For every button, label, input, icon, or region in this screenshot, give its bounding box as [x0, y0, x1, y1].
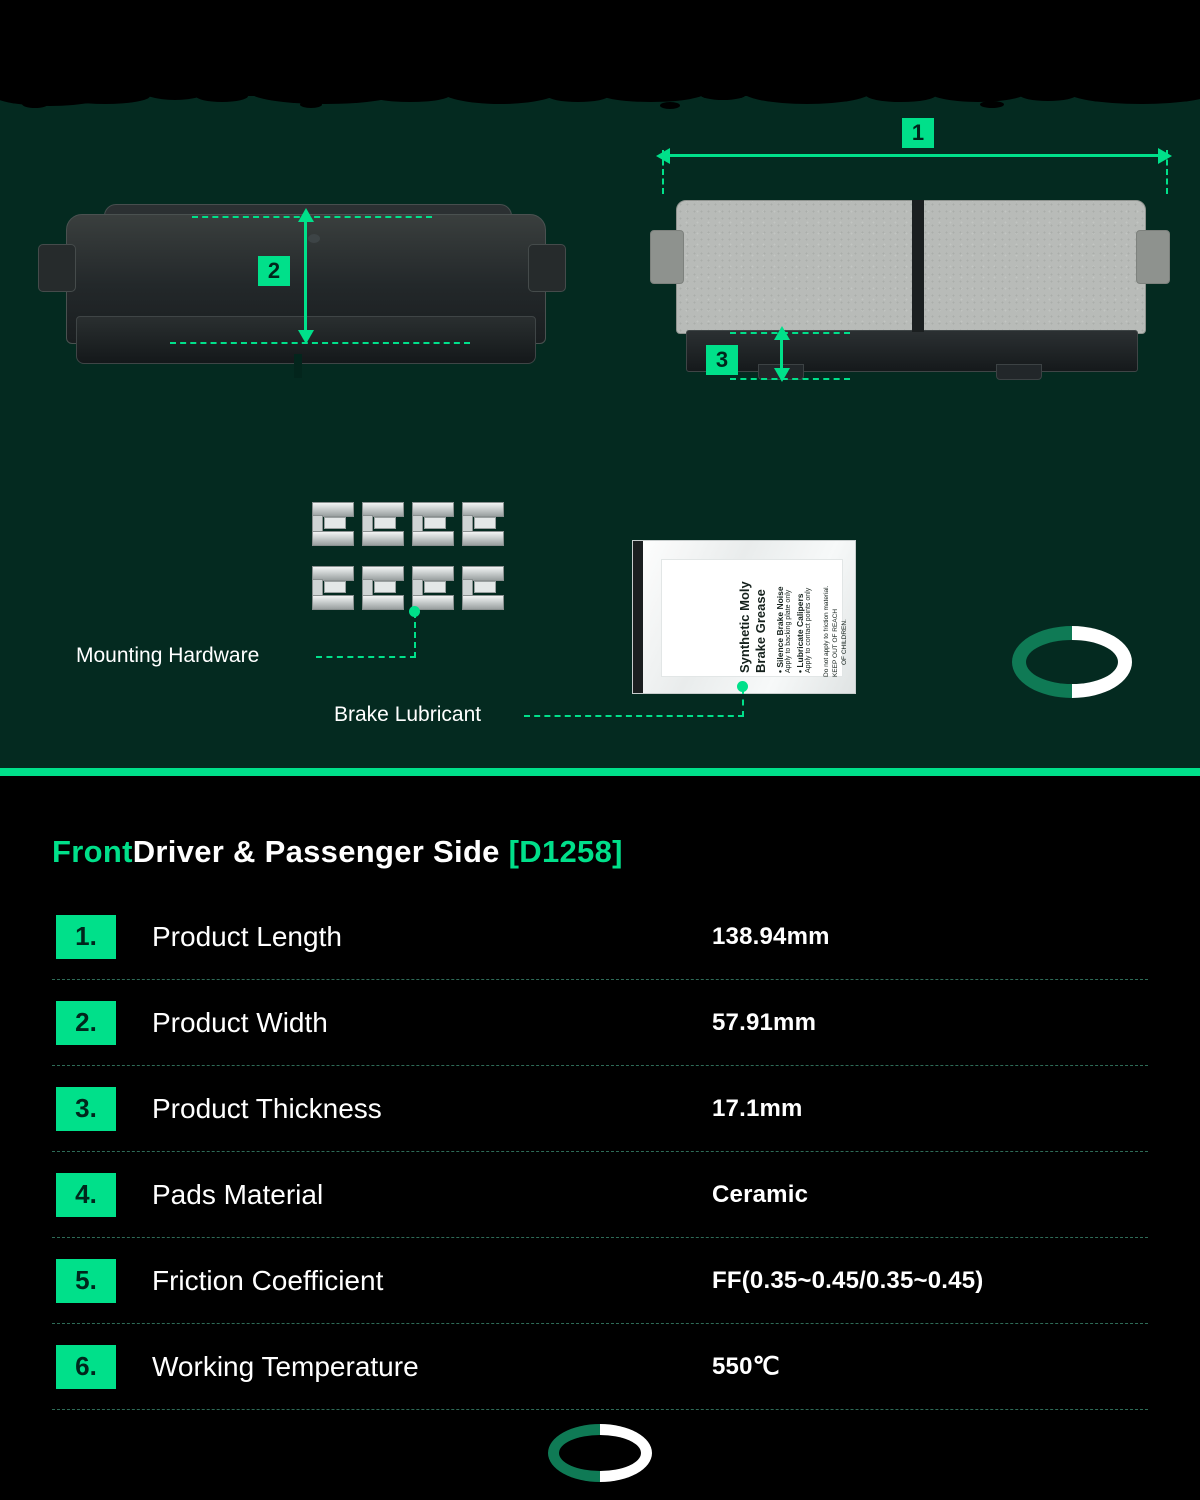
spec-row-number: 3. — [56, 1087, 116, 1131]
hardware-clip — [362, 566, 404, 610]
pad-rivet-hole — [308, 234, 320, 243]
hardware-clip — [362, 502, 404, 546]
spec-row-value: Ceramic — [712, 1180, 809, 1208]
logo-arc-white — [600, 1424, 652, 1482]
logo-arc-white — [1072, 626, 1132, 698]
callout-label-mounting-hardware: Mounting Hardware — [76, 644, 260, 667]
hardware-clip — [412, 502, 454, 546]
spec-row — [52, 1324, 1148, 1410]
friction-chamfer-left — [650, 230, 684, 284]
spec-title — [52, 834, 623, 870]
callout-anchor-dot — [409, 606, 420, 617]
spec-title-rest: Driver & Passenger Side — [132, 834, 509, 869]
brand-logo-footer — [548, 1424, 652, 1482]
spec-title-code: [D1258] — [508, 834, 623, 869]
spec-row-value: 57.91mm — [712, 1008, 817, 1036]
pad-ear-right — [528, 244, 566, 292]
spec-row — [52, 894, 1148, 980]
spec-row-label: Friction Coefficient — [152, 1264, 384, 1296]
brake-pad-back-view — [38, 196, 566, 386]
accent-divider — [0, 768, 1200, 776]
spec-row — [52, 1066, 1148, 1152]
ragged-edge-decoration — [0, 86, 1200, 120]
logo-arc-teal — [548, 1424, 600, 1482]
packet-label-panel — [661, 559, 843, 677]
packet-bullet-2-sub: Apply to contact points only — [805, 587, 812, 673]
backing-tab-right — [996, 364, 1042, 380]
packet-title-line2: Brake Grease — [753, 589, 768, 673]
spec-row-number: 1. — [56, 915, 116, 959]
pad-ear-left — [38, 244, 76, 292]
spec-table — [52, 894, 1148, 1410]
dim-badge-2: 2 — [258, 256, 290, 286]
spec-row-value: 138.94mm — [712, 922, 830, 950]
spec-row-label: Working Temperature — [152, 1350, 419, 1382]
hardware-clip — [462, 502, 504, 546]
hardware-clip — [312, 502, 354, 546]
packet-warning-1: Do not apply to friction material. — [823, 585, 830, 677]
specification-panel — [0, 776, 1200, 1500]
spec-row — [52, 1152, 1148, 1238]
spec-row-label: Product Width — [152, 1006, 328, 1038]
spec-row-label: Product Length — [152, 920, 342, 952]
spec-row-label: Product Thickness — [152, 1092, 382, 1124]
packet-title-line1: Synthetic Moly — [737, 581, 752, 673]
backing-plate — [686, 330, 1138, 372]
logo-arc-teal — [1012, 626, 1072, 698]
dim-badge-1: 1 — [902, 118, 934, 148]
pad-center-notch — [294, 354, 302, 378]
spec-row-value: 17.1mm — [712, 1094, 803, 1122]
spec-row-value: 550℃ — [712, 1353, 780, 1380]
packet-bullet-2: • Lubricate Calipers — [795, 593, 805, 673]
packet-warning-3: OF CHILDREN. — [841, 619, 848, 665]
packet-tear-strip — [633, 541, 643, 693]
friction-chamfer-right — [1136, 230, 1170, 284]
spec-row-number: 6. — [56, 1345, 116, 1389]
hardware-clip — [462, 566, 504, 610]
hardware-clip — [312, 566, 354, 610]
spec-row — [52, 1238, 1148, 1324]
hardware-clip — [412, 566, 454, 610]
spec-row — [52, 980, 1148, 1066]
friction-material — [676, 200, 1146, 334]
spec-row-label: Pads Material — [152, 1178, 324, 1210]
packet-bullet-1-sub: Apply to backing plate only — [785, 589, 792, 673]
mounting-hardware-group — [308, 500, 524, 620]
brake-lubricant-packet — [632, 540, 856, 694]
callout-label-brake-lubricant: Brake Lubricant — [334, 703, 482, 726]
brand-logo — [1012, 626, 1132, 698]
dim-badge-3: 3 — [706, 345, 738, 375]
packet-warning-2: KEEP OUT OF REACH — [832, 608, 839, 677]
spec-row-number: 4. — [56, 1173, 116, 1217]
packet-bullet-1: • Silence Brake Noise — [775, 586, 785, 673]
spec-row-number: 5. — [56, 1259, 116, 1303]
spec-row-value: FF(0.35~0.45/0.35~0.45) — [712, 1266, 984, 1294]
friction-center-slot — [912, 200, 924, 332]
spec-title-accent: Front — [52, 834, 133, 869]
callout-anchor-dot — [737, 681, 748, 692]
spec-row-number: 2. — [56, 1001, 116, 1045]
